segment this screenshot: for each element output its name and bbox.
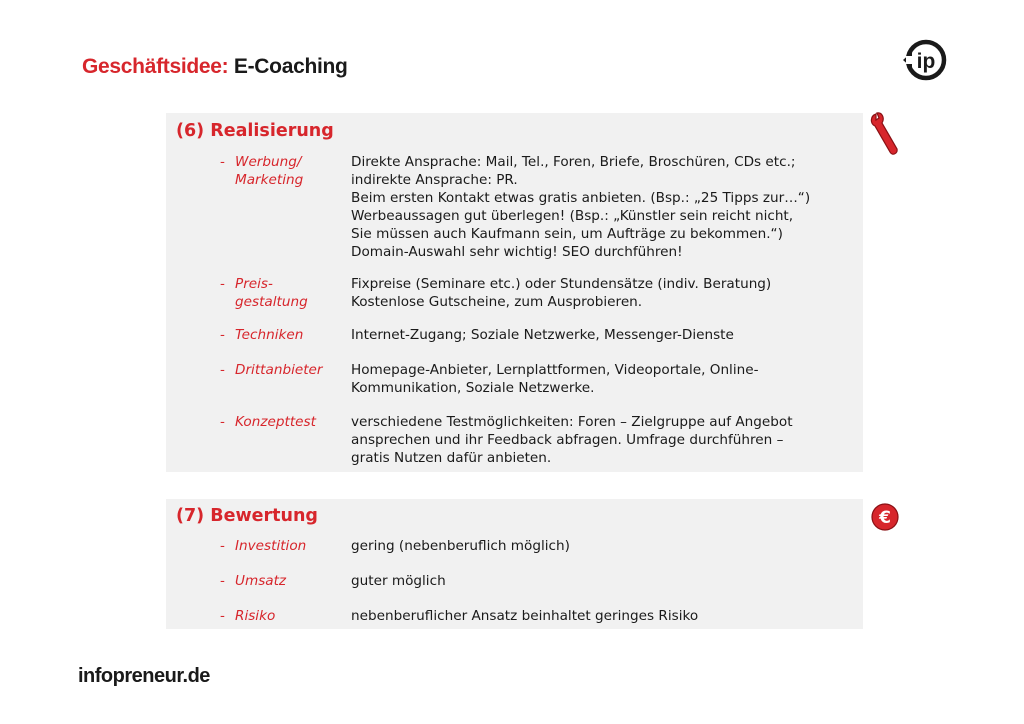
footer-brand: infopreneur.de [78, 665, 210, 687]
logo-text: ip [916, 50, 936, 73]
item-description: gering (nebenberuflich möglich) [351, 538, 570, 554]
wrench-icon [868, 110, 900, 158]
item-term: - Investition [220, 538, 307, 554]
title-prefix: Geschäftsidee: [82, 55, 229, 78]
section-heading: (7) Bewertung [176, 506, 318, 526]
page-title [82, 55, 348, 79]
item-description: Internet-Zugang; Soziale Netzwerke, Messenger-Dienste [351, 327, 734, 343]
item-description: Fixpreise (Seminare etc.) oder Stundensätze (indiv. Beratung) Kostenlose Gutscheine, zum Ausprobieren. [351, 276, 772, 310]
title-main: E-Coaching [233, 55, 348, 78]
item-term: - Konzepttest [220, 414, 316, 430]
ip-logo [900, 38, 948, 82]
item-term: - Werbung/ Marketing [220, 154, 304, 188]
item-description: verschiedene Testmöglichkeiten: Foren – Zielgruppe auf Angebot ansprechen und ihr Feedback abfragen. Umfrage durchführen – gratis Nutzen dafür anbieten. [351, 414, 793, 466]
item-term: - Drittanbieter [220, 362, 323, 378]
item-term: - Techniken [220, 327, 304, 343]
euro-icon [870, 502, 900, 532]
section-heading: (6) Realisierung [176, 121, 334, 141]
item-description: nebenberuflicher Ansatz beinhaltet geringes Risiko [351, 608, 699, 624]
section-bewertung [166, 499, 863, 629]
item-description: Homepage-Anbieter, Lernplattformen, Videoportale, Online- Kommunikation, Soziale Netzwerke. [351, 362, 759, 396]
item-term: - Preis- gestaltung [220, 276, 308, 310]
section-realisierung [166, 113, 863, 472]
svg-text:€: € [879, 508, 891, 528]
item-description: Direkte Ansprache: Mail, Tel., Foren, Briefe, Broschüren, CDs etc.; indirekte Ansprache: PR. Beim ersten Kontakt etwas gratis anbieten. (Bsp.: „25 Tipps zur…“) Werbeaussagen gut überlegen! (Bsp.: „Künstler sein reicht nicht, Sie müssen auch Kaufmann sein, um Aufträge zu bekommen.“) Domain-Auswahl sehr wichtig! SEO durchführen! [351, 154, 811, 260]
item-term: - Risiko [220, 608, 276, 624]
item-description: guter möglich [351, 573, 446, 589]
item-term: - Umsatz [220, 573, 287, 589]
